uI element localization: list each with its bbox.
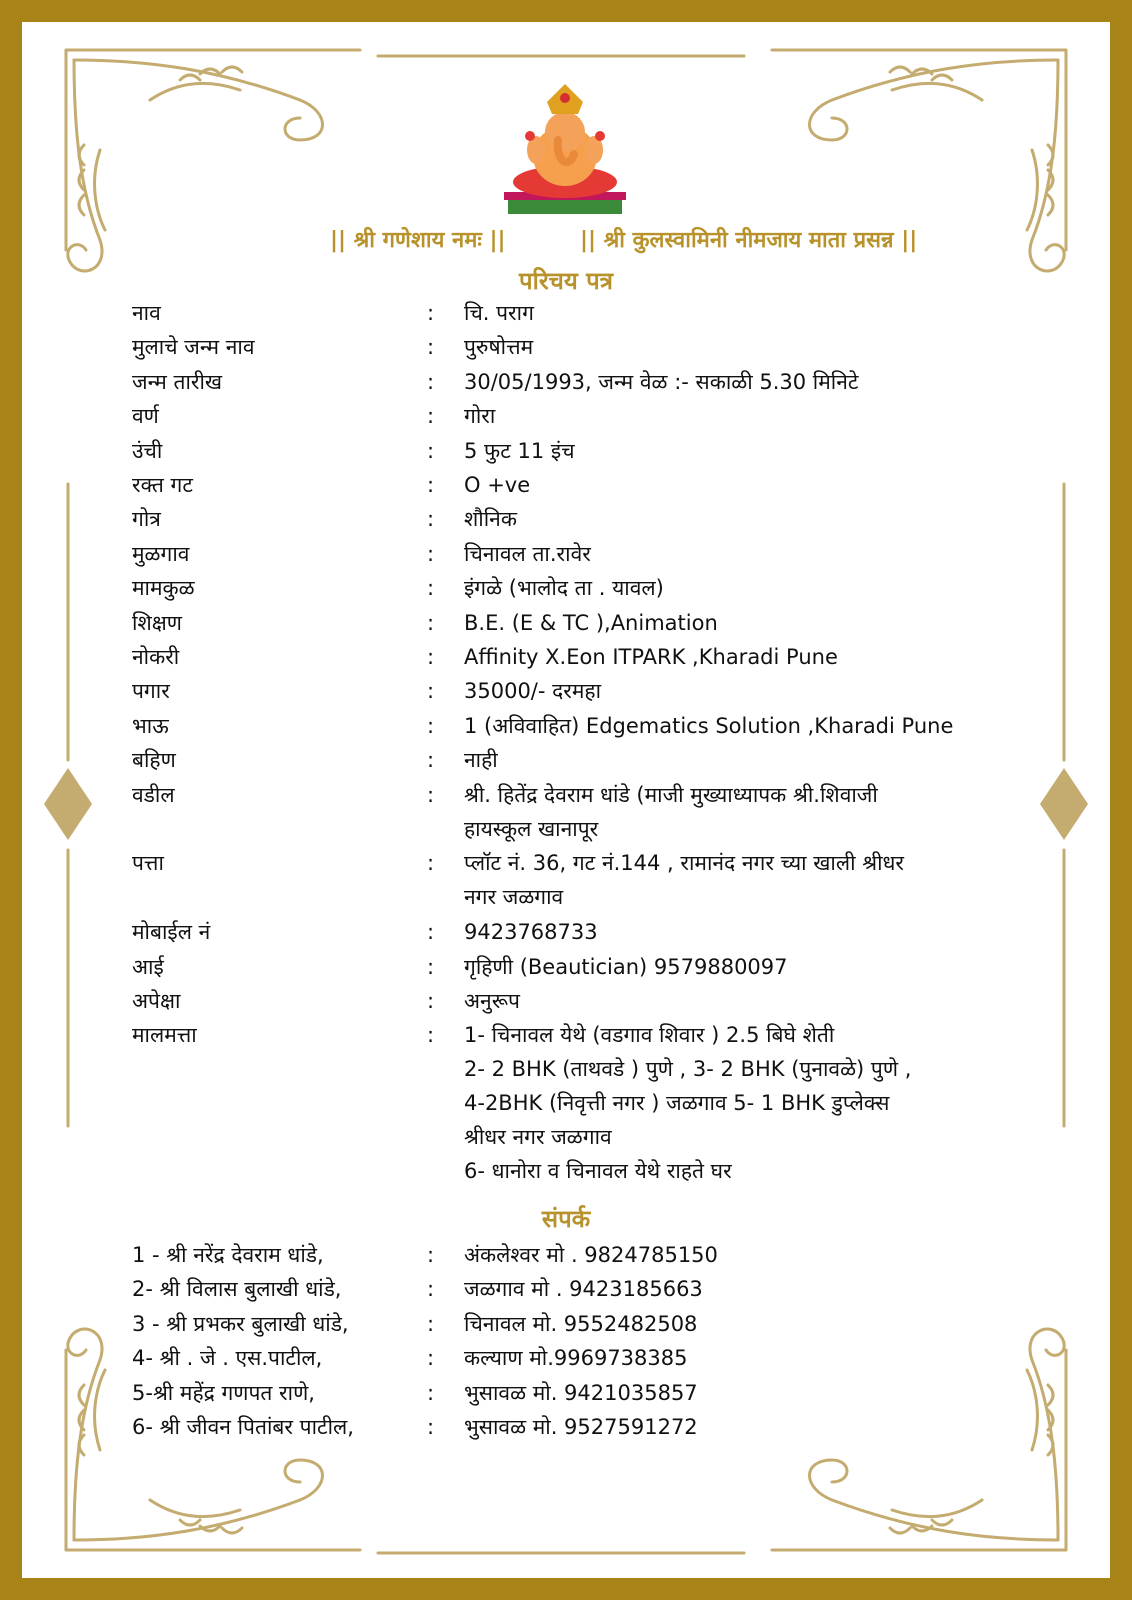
colon-separator: : — [427, 1415, 435, 1439]
profile-value-line: इंगळे (भालोद ता . यावल) — [464, 576, 664, 601]
contacts-label: 1 - श्री नरेंद्र देवराम धांडे, — [132, 1243, 324, 1267]
profile-value-line: 4-2BHK (निवृत्ती नगर ) जळगाव 5- 1 BHK डुप्लेक्स — [464, 1091, 890, 1116]
colon-separator: : — [427, 989, 435, 1013]
left-diamond-ornament — [44, 768, 92, 840]
profile-value — [464, 1018, 1024, 1188]
profile-label: गोत्र — [132, 507, 161, 532]
colon-separator: : — [427, 645, 435, 669]
colon-separator: : — [427, 1311, 435, 1336]
profile-label: अपेक्षा — [132, 989, 181, 1013]
profile-value — [464, 674, 1024, 708]
profile-value-line: प्लॉट नं. 36, गट नं.144 , रामानंद नगर च्या खाली श्रीधर — [464, 851, 905, 876]
colon-separator: : — [427, 748, 435, 773]
profile-value — [464, 846, 1024, 914]
corner-ornament-top-left — [66, 50, 360, 271]
profile-value-line: शौनिक — [464, 507, 517, 532]
contacts-value — [464, 1376, 1024, 1410]
profile-value-line: चि. पराग — [464, 301, 534, 325]
colon-separator: : — [427, 335, 435, 360]
contacts-value — [464, 1238, 1024, 1272]
profile-value — [464, 365, 1024, 399]
colon-separator: : — [427, 438, 435, 463]
contact-heading: संपर्क — [541, 1205, 591, 1233]
profile-value-line: पुरुषोत्तम — [464, 335, 534, 360]
profile-label: वडील — [132, 782, 175, 807]
profile-label: बहिण — [132, 748, 176, 773]
invocation-kuldevi: || श्री कुलस्वामिनी नीमजाय माता प्रसन्न || — [580, 228, 918, 253]
profile-label: मोबाईल नं — [132, 920, 211, 945]
colon-separator: : — [427, 1346, 435, 1371]
profile-label: मुळगाव — [132, 541, 190, 566]
profile-value-line: हायस्कूल खानापूर — [464, 816, 599, 841]
profile-value — [464, 537, 1024, 571]
profile-label: नाव — [132, 301, 161, 325]
profile-value — [464, 778, 1024, 846]
colon-separator: : — [427, 301, 435, 325]
profile-label: मुलाचे जन्म नाव — [132, 335, 255, 360]
profile-label: रक्त गट — [132, 473, 193, 497]
ganesha-illustration — [500, 84, 630, 220]
colon-separator: : — [427, 679, 435, 704]
colon-separator: : — [427, 473, 435, 497]
profile-value-line: 1- चिनावल येथे (वडगाव शिवार ) 2.5 बिघे शेती — [464, 1023, 835, 1048]
profile-value — [464, 984, 1024, 1018]
colon-separator: : — [427, 713, 435, 738]
profile-value — [464, 709, 1024, 743]
profile-value-line: Affinity X.Eon ITPARK ,Kharadi Pune — [464, 645, 838, 669]
document-title: परिचय पत्र — [518, 267, 614, 295]
profile-value-line: 35000/- दरमहा — [464, 679, 602, 704]
colon-separator: : — [427, 1023, 435, 1048]
colon-separator: : — [427, 782, 435, 807]
profile-value-line: अनुरूप — [464, 989, 520, 1013]
contacts-label: 4- श्री . जे . एस.पाटील, — [132, 1346, 323, 1371]
profile-label: मामकुळ — [132, 576, 195, 601]
contacts-value — [464, 1410, 1024, 1444]
profile-value-line: श्री. हितेंद्र देवराम धांडे (माजी मुख्याध्यापक श्री.शिवाजी — [464, 782, 878, 807]
contacts-value — [464, 1307, 1024, 1341]
profile-value-line: B.E. (E & TC ),Animation — [464, 610, 718, 635]
profile-value-line: नाही — [464, 748, 498, 773]
profile-label: जन्म तारीख — [132, 369, 223, 394]
colon-separator: : — [427, 541, 435, 566]
profile-value-line: 30/05/1993, जन्म वेळ :- सकाळी 5.30 मिनिटे — [464, 369, 859, 394]
profile-value — [464, 330, 1024, 364]
colon-separator: : — [427, 1243, 435, 1267]
colon-separator: : — [427, 954, 435, 979]
contacts-value-line: चिनावल मो. 9552482508 — [464, 1311, 698, 1336]
colon-separator: : — [427, 920, 435, 945]
profile-value — [464, 915, 1024, 949]
profile-value — [464, 950, 1024, 984]
colon-separator: : — [427, 851, 435, 876]
profile-value — [464, 606, 1024, 640]
profile-label: मालमत्ता — [132, 1023, 197, 1048]
profile-label: वर्ण — [132, 404, 159, 429]
profile-label: शिक्षण — [132, 610, 182, 635]
profile-value-line: O +ve — [464, 473, 531, 497]
colon-separator: : — [427, 369, 435, 394]
profile-label: उंची — [132, 438, 163, 463]
profile-value-line: नगर जळगाव — [464, 885, 564, 910]
profile-value-line: चिनावल ता.रावेर — [464, 541, 591, 566]
profile-value — [464, 743, 1024, 777]
colon-separator: : — [427, 507, 435, 532]
contacts-value-line: कल्याण मो.9969738385 — [464, 1346, 688, 1371]
profile-value-line: 5 फुट 11 इंच — [464, 438, 575, 463]
profile-value — [464, 399, 1024, 433]
right-diamond-ornament — [1040, 768, 1088, 840]
colon-separator: : — [427, 610, 435, 635]
profile-value — [464, 640, 1024, 674]
invocation-ganesha: || श्री गणेशाय नमः || — [330, 228, 506, 253]
profile-value-line: गोरा — [464, 404, 496, 429]
profile-value — [464, 296, 1024, 330]
profile-value — [464, 434, 1024, 468]
contacts-value-line: अंकलेश्वर मो . 9824785150 — [464, 1243, 718, 1267]
profile-label: आई — [132, 954, 164, 979]
contacts-value-line: भुसावळ मो. 9527591272 — [464, 1415, 698, 1439]
contacts-label: 6- श्री जीवन पितांबर पाटील, — [132, 1415, 354, 1439]
profile-value — [464, 468, 1024, 502]
profile-value — [464, 502, 1024, 536]
contacts-value-line: जळगाव मो . 9423185663 — [464, 1277, 703, 1302]
profile-value — [464, 571, 1024, 605]
contacts-label: 3 - श्री प्रभकर बुलाखी धांडे, — [132, 1311, 349, 1336]
colon-separator: : — [427, 1277, 435, 1302]
profile-value-line: 6- धानोरा व चिनावल येथे राहते घर — [464, 1159, 732, 1184]
contacts-value-line: भुसावळ मो. 9421035857 — [464, 1380, 698, 1405]
profile-label: भाऊ — [132, 713, 169, 738]
profile-label: नोकरी — [132, 645, 180, 669]
profile-value-line: 1 (अविवाहित) Edgematics Solution ,Kharadi Pune — [464, 713, 954, 738]
contacts-value — [464, 1341, 1024, 1375]
contacts-value — [464, 1272, 1024, 1306]
contacts-label: 5-श्री महेंद्र गणपत राणे, — [132, 1380, 315, 1405]
profile-value-line: 2- 2 BHK (ताथवडे ) पुणे , 3- 2 BHK (पुनावळे) पुणे , — [464, 1057, 912, 1082]
colon-separator: : — [427, 576, 435, 601]
profile-value-line: गृहिणी (Beautician) 9579880097 — [464, 954, 788, 979]
profile-value-line: श्रीधर नगर जळगाव — [464, 1125, 612, 1150]
contacts-label: 2- श्री विलास बुलाखी धांडे, — [132, 1277, 342, 1302]
colon-separator: : — [427, 1380, 435, 1405]
profile-label: पत्ता — [132, 851, 164, 876]
colon-separator: : — [427, 404, 435, 429]
profile-value-line: 9423768733 — [464, 920, 598, 945]
profile-label: पगार — [132, 679, 170, 704]
